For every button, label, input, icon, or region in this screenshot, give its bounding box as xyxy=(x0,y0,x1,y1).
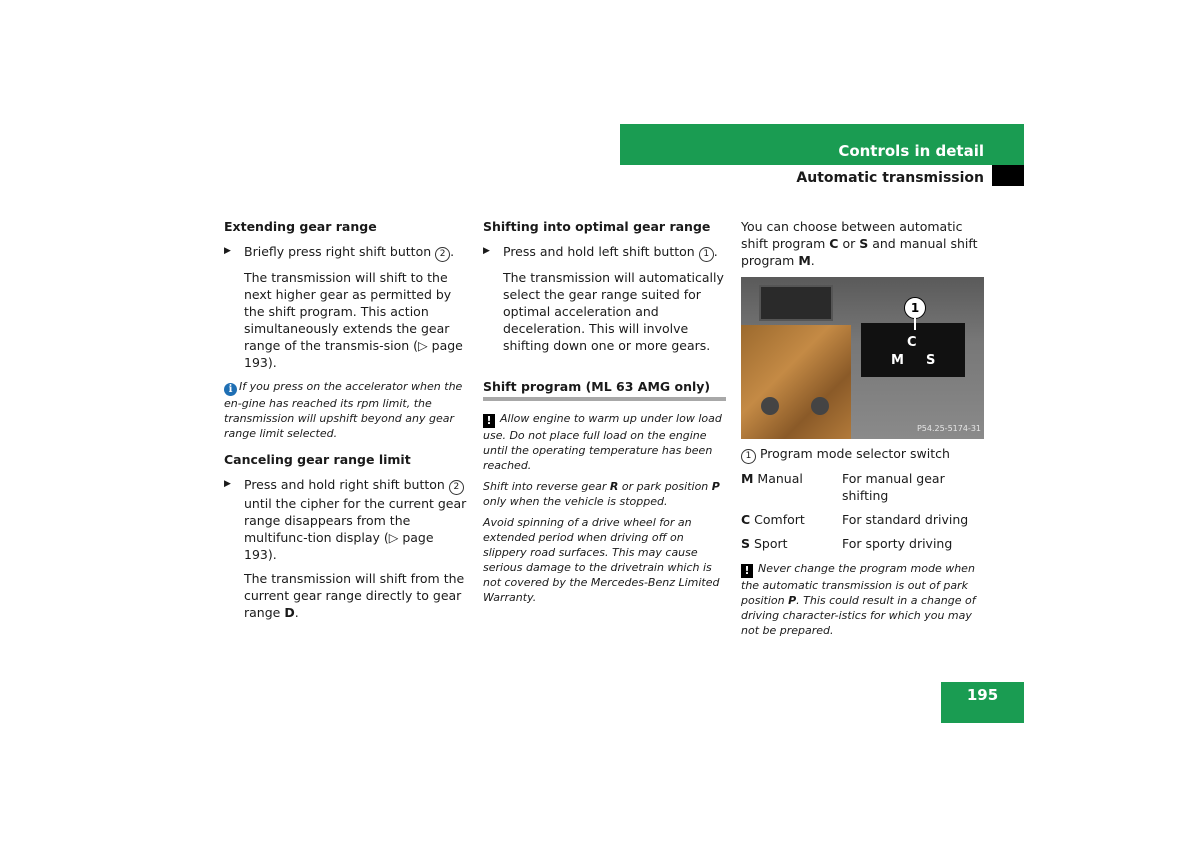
table-row: M Manual For manual gear shifting xyxy=(741,471,945,503)
intro-shift-programs: You can choose between automatic shift program C or S and manual shift program M. xyxy=(741,219,978,268)
bullet-arrow-icon: ▶ xyxy=(483,246,490,256)
label-s: S xyxy=(926,353,936,368)
warning-reverse-park: Shift into reverse gear R or park position P only when the vehicle is stopped. xyxy=(483,480,720,508)
callout-line xyxy=(914,318,916,330)
heading-canceling-gear-range: Canceling gear range limit xyxy=(224,452,411,467)
wood-console-panel xyxy=(741,325,851,439)
step-press-hold-left: ▶ Press and hold left shift button 1 . xyxy=(483,243,726,262)
column-right xyxy=(741,218,986,648)
heading-shift-program: Shift program (ML 63 AMG only) xyxy=(483,378,726,401)
subsection-title: Automatic transmission xyxy=(796,170,984,186)
heading-extending-gear-range: Extending gear range xyxy=(224,219,377,234)
circled-number-1: 1 xyxy=(741,449,756,464)
info-icon: i xyxy=(224,383,237,396)
program-selector-photo xyxy=(741,277,984,439)
climate-knob-right xyxy=(811,397,829,415)
warning-icon: ! xyxy=(483,414,495,428)
figure-caption: 1 Program mode selector switch xyxy=(741,445,986,464)
callout-number: 1 xyxy=(904,297,926,319)
circled-number-2: 2 xyxy=(449,480,464,495)
warning-notes: ! Allow engine to warm up under low load use. Do not place full load on the engine until the operating temperature has been reached. Shift into reverse gear R or park position P only when the vehicle is stopped. Avoid spinning of a drive wheel for an extended period when driving off on slippery road surfaces. This may cause serious damage to the drivetrain which is not covered by the Mercedes-Benz Limited Warranty. xyxy=(483,411,726,605)
climate-knob-left xyxy=(761,397,779,415)
modes-table xyxy=(741,470,986,559)
section-title: Controls in detail xyxy=(838,142,984,160)
table-row: C Comfort For standard driving xyxy=(741,512,969,527)
column-middle xyxy=(483,218,726,615)
display-screen xyxy=(759,285,833,321)
paragraph-auto-select: The transmission will automatically select the gear range suited for optimal acceleration and deceleration. This will involve shifting down one or more gears. xyxy=(503,270,724,353)
circled-number-1: 1 xyxy=(699,247,714,262)
warning-icon: ! xyxy=(741,564,753,578)
table-row: S Sport For sporty driving xyxy=(741,536,953,551)
paragraph-shift-to-d: The transmission will shift from the current gear range directly to gear range D. xyxy=(244,571,465,620)
warning-program-mode: ! Never change the program mode when the automatic transmission is out of park position P. This could result in a change of driving character-istics for which you may not be prepared. xyxy=(741,562,976,637)
label-m: M xyxy=(891,353,904,368)
step-briefly-press: ▶ Briefly press right shift button 2 . xyxy=(224,243,470,262)
bullet-arrow-icon: ▶ xyxy=(224,479,231,489)
bullet-arrow-icon: ▶ xyxy=(224,246,231,256)
warning-wheel-spin: Avoid spinning of a drive wheel for an extended period when driving off on slippery road surfaces. This may cause serious damage to the drivetrain which is not covered by the Mercedes-Benz Limited Warranty. xyxy=(483,516,720,604)
column-left xyxy=(224,218,470,629)
paragraph-shift-higher: The transmission will shift to the next higher gear as permitted by the shift program. This action simultaneously extends the gear range of the transmis-sion (▷ page 193). xyxy=(244,270,463,370)
step-press-hold-right: ▶ Press and hold right shift button 2 until the cipher for the current gear range disappears from the multifunc-tion display (▷ page 193). xyxy=(224,477,467,562)
figure-code: P54.25-5174-31 xyxy=(916,424,981,433)
header-black-tab xyxy=(992,165,1024,186)
info-note: i If you press on the accelerator when the en-gine has reached its rpm limit, the transmission will upshift beyond any gear range limit selected. xyxy=(224,380,463,440)
circled-number-2: 2 xyxy=(435,247,450,262)
label-c: C xyxy=(907,335,917,350)
heading-optimal-gear-range: Shifting into optimal gear range xyxy=(483,219,711,234)
page-number: 195 xyxy=(966,686,999,704)
